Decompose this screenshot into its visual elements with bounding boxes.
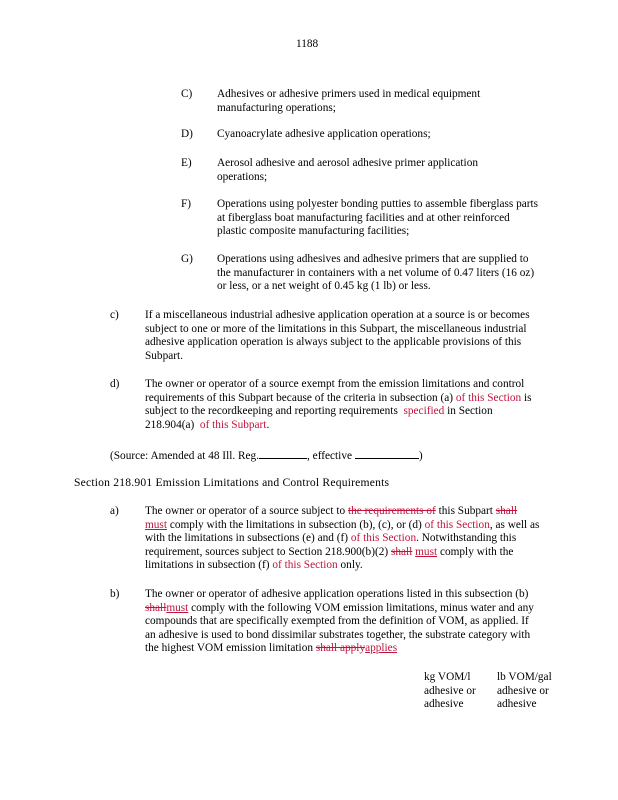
paragraph-marker: c)	[110, 309, 119, 321]
list-item-marker: E)	[181, 157, 192, 169]
source-note: (Source: Amended at 48 Ill. Reg. , effective )	[110, 450, 423, 462]
inserted-text: of this Section	[350, 532, 417, 544]
paragraph-a-text: The owner or operator of a source subject to the requirements of this Subpart shall must comply with the limitations in subsection (b), (c), or (d) of this Section, as well as with the limitations in subsections (e) and (f) of this Section. Notwithstanding this requirement, sources subject to Section 218.900(b)(2) shall must comply with the limitations in subsection (f) of this Section only.	[145, 505, 540, 571]
list-item-marker: F)	[181, 198, 192, 210]
list-item-marker: G)	[181, 253, 193, 265]
deleted-text: shall	[145, 601, 167, 614]
paragraph-marker: b)	[110, 588, 120, 600]
table-header-kg: kg VOM/l adhesive or adhesive	[424, 671, 476, 710]
list-item-text: Operations using polyester bonding putties to assemble fiberglass parts at fiberglass boat manufacturing facilities and at other reinforced plastic composite manufacturing facilities;	[217, 198, 539, 237]
inserted-text: must	[415, 545, 438, 558]
paragraph-marker: a)	[110, 505, 119, 517]
inserted-text: specified	[403, 405, 445, 417]
paragraph-marker: d)	[110, 378, 120, 390]
page-number: 1188	[296, 38, 319, 50]
paragraph-c-text: If a miscellaneous industrial adhesive application operation at a source is or becomes subject to one or more of the limitations in this Subpart, the miscellaneous industrial adhesive application operation is always subject to the applicable provisions of this Subpart.	[145, 309, 530, 362]
inserted-text: applies	[365, 642, 398, 654]
inserted-text: must	[145, 518, 167, 531]
inserted-text: must	[166, 601, 189, 614]
inserted-text: of this Section	[272, 559, 338, 571]
deleted-text: shall apply	[315, 642, 366, 654]
list-item-marker: D)	[181, 128, 193, 140]
list-item-marker: C)	[181, 88, 193, 100]
paragraph-b-text: The owner or operator of adhesive application operations listed in this subsection (b) shallmust comply with the following VOM emission limitations, minus water and any compounds that are specifically exempted from the definition of VOM, as applied. If an adhesive is used to bond dissimilar substrates together, the substrate category with the highest VOM emission limitation shall applyapplies	[145, 588, 534, 654]
inserted-text: of this Section	[424, 518, 490, 531]
deleted-text: shall	[495, 505, 518, 517]
inserted-text: of this Subpart	[199, 418, 267, 431]
list-item-text: Adhesives or adhesive primers used in medical equipment manufacturing operations;	[217, 88, 481, 114]
inserted-text: of this Section	[455, 391, 522, 404]
section-heading: Section 218.901 Emission Limitations and Control Requirements	[74, 476, 390, 489]
paragraph-d-text: The owner or operator of a source exempt from the emission limitations and control requirements of this Subpart because of the criteria in subsection (a) of this Section is subject to the recordkeeping and reporting requirements specified in Section 218.904(a) of this Subpart.	[145, 378, 532, 431]
deleted-text: the requirements of	[347, 505, 436, 517]
table-header-lb: lb VOM/gal adhesive or adhesive	[497, 671, 552, 710]
list-item-text: Operations using adhesives and adhesive primers that are supplied to the manufacturer in containers with a net volume of 0.47 liters (16 oz) or less, or a net weight of 0.45 kg (1 lb) or less.	[217, 253, 535, 292]
deleted-text: shall	[390, 545, 413, 558]
list-item-text: Aerosol adhesive and aerosol adhesive primer application operations;	[217, 157, 478, 183]
list-item-text: Cyanoacrylate adhesive application operations;	[217, 128, 431, 140]
